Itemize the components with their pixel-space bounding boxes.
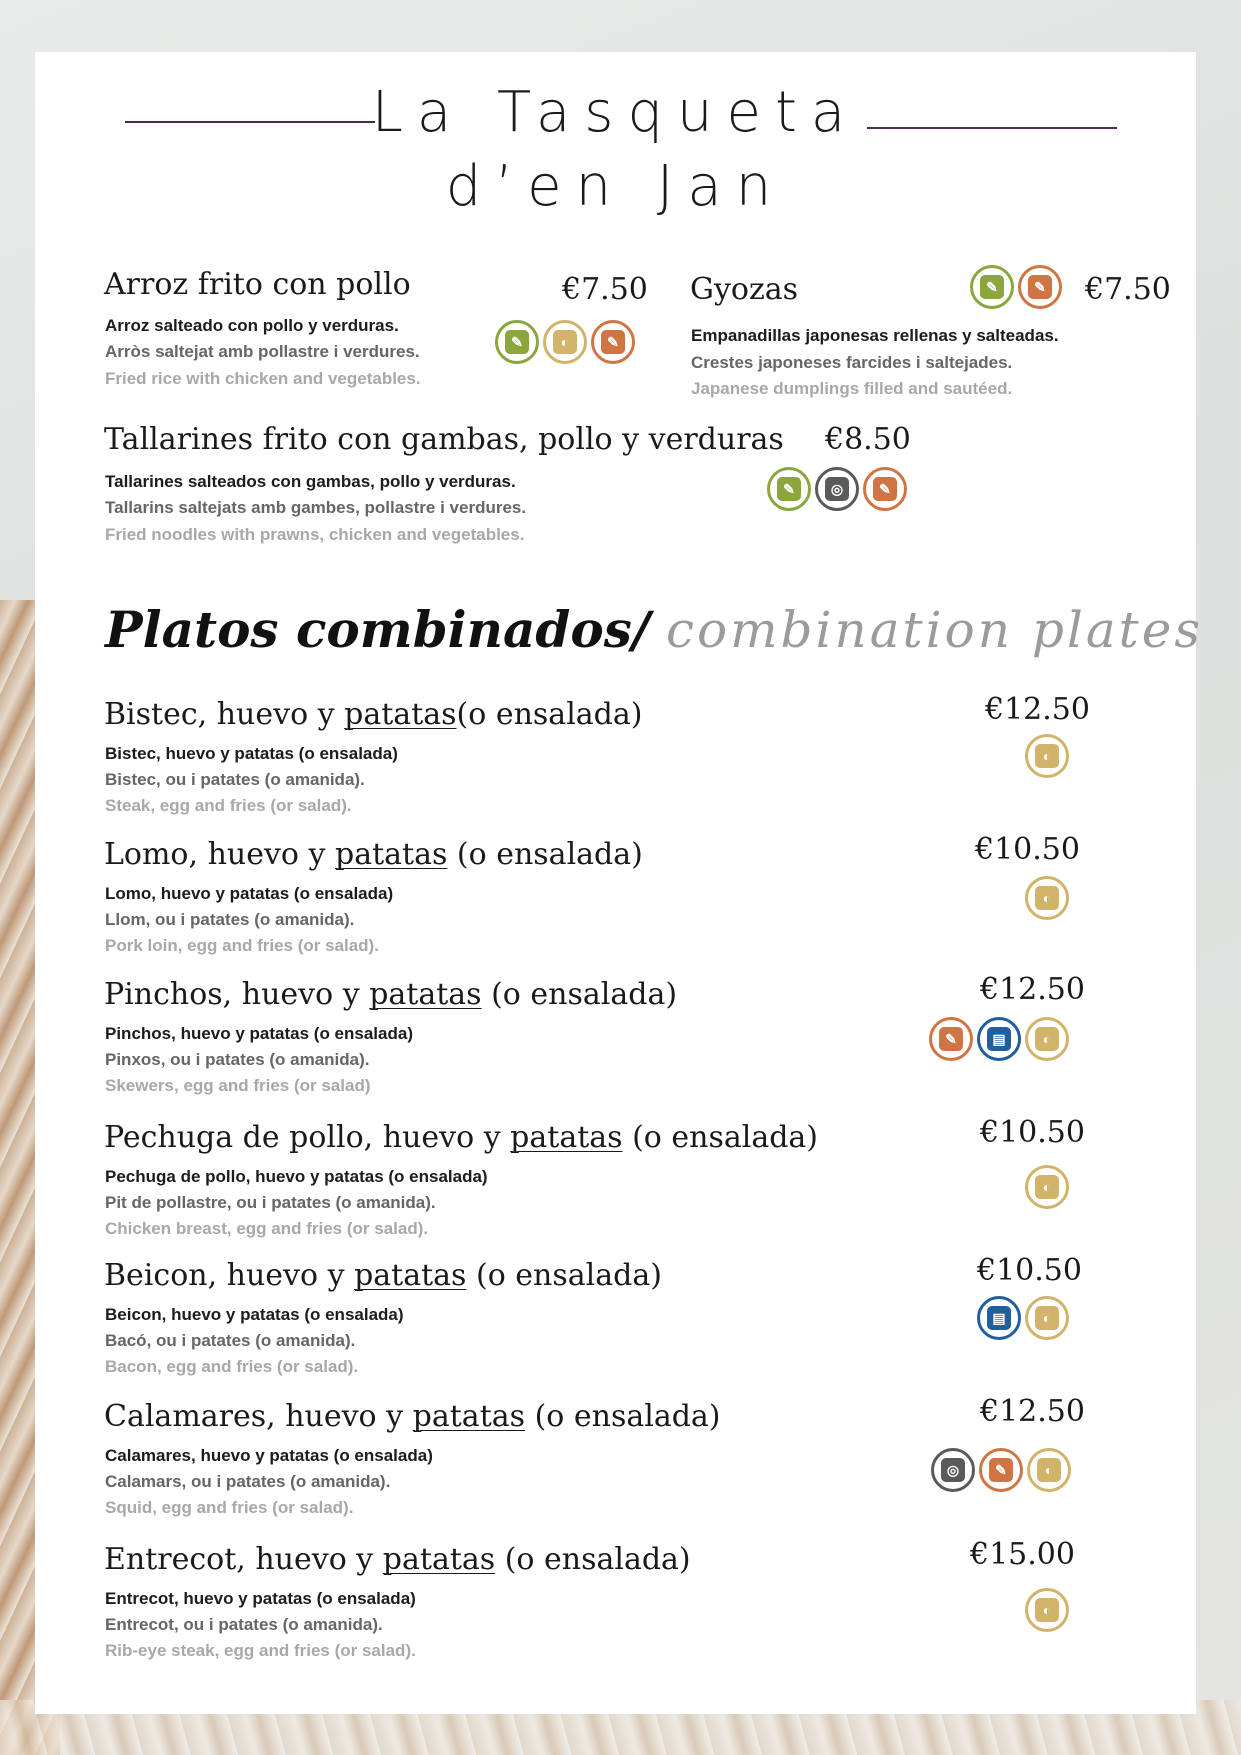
dish-desc-ca: Entrecot, ou i patates (o amanida). xyxy=(105,1615,383,1634)
egg-icon: ◐ xyxy=(543,320,587,364)
sulphite-icon: ▤ xyxy=(977,1017,1021,1061)
dish-desc-ca: Calamars, ou i patates (o amanida). xyxy=(105,1472,391,1491)
dish-desc-es: Pechuga de pollo, huevo y patatas (o ensalada) xyxy=(105,1167,488,1186)
gluten-icon: ✎ xyxy=(863,467,907,511)
dish-desc-es: Entrecot, huevo y patatas (o ensalada) xyxy=(105,1589,416,1608)
gluten-icon: ✎ xyxy=(929,1017,973,1061)
dish-name: Calamares, huevo y patatas (o ensalada) xyxy=(104,1399,721,1434)
dish-desc-es: Pinchos, huevo y patatas (o ensalada) xyxy=(105,1024,413,1043)
dish-desc-ca: Tallarins saltejats amb gambes, pollastre i verdures. xyxy=(105,498,527,517)
dish-desc-es: Tallarines salteados con gambas, pollo y verduras. xyxy=(105,472,516,491)
sulphite-icon: ▤ xyxy=(977,1296,1021,1340)
allergen-list xyxy=(977,1296,1069,1340)
dish-name: Beicon, huevo y patatas (o ensalada) xyxy=(104,1258,662,1293)
egg-icon: ◐ xyxy=(1025,1165,1069,1209)
dish-desc-en: Japanese dumplings filled and sautéed. xyxy=(691,379,1013,398)
dish-desc-en: Chicken breast, egg and fries (or salad). xyxy=(105,1219,429,1238)
dish-desc-es: Arroz salteado con pollo y verduras. xyxy=(105,316,399,335)
dish-desc-en: Steak, egg and fries (or salad). xyxy=(105,796,352,815)
allergen-list xyxy=(929,1017,1069,1061)
section-title-es: Platos combinados/ xyxy=(105,600,651,659)
allergen-list xyxy=(970,265,1062,309)
dish-name: Entrecot, huevo y patatas (o ensalada) xyxy=(104,1542,691,1577)
dish-desc-ca: Crestes japoneses farcides i saltejades. xyxy=(691,353,1013,372)
dish-price: €12.50 xyxy=(980,972,1085,1007)
mollusc-icon: ◎ xyxy=(815,467,859,511)
restaurant-title-line2: d’en Jan xyxy=(445,154,786,219)
celery-icon: ✎ xyxy=(767,467,811,511)
dish-price: €7.50 xyxy=(562,272,648,307)
mollusc-icon: ◎ xyxy=(931,1448,975,1492)
dish-name: Lomo, huevo y patatas (o ensalada) xyxy=(104,837,643,872)
menu-page xyxy=(35,52,1203,1714)
allergen-list xyxy=(1025,734,1069,778)
dish-name: Arroz frito con pollo xyxy=(104,267,411,302)
dish-desc-en: Skewers, egg and fries (or salad) xyxy=(105,1076,371,1095)
dish-desc-es: Lomo, huevo y patatas (o ensalada) xyxy=(105,884,394,903)
dish-desc-es: Beicon, huevo y patatas (o ensalada) xyxy=(105,1305,404,1324)
dish-desc-en: Fried rice with chicken and vegetables. xyxy=(105,369,421,388)
allergen-list xyxy=(931,1448,1071,1492)
dish-desc-ca: Bacó, ou i patates (o amanida). xyxy=(105,1331,356,1350)
dish-desc-ca: Bistec, ou i patates (o amanida). xyxy=(105,770,365,789)
section-title-en: combination plates xyxy=(666,601,1203,659)
dish-price: €10.50 xyxy=(975,832,1080,867)
dish-desc-en: Bacon, egg and fries (or salad). xyxy=(105,1357,359,1376)
dish-price: €12.50 xyxy=(985,692,1090,727)
dish-price: €8.50 xyxy=(825,422,911,457)
allergen-list xyxy=(1025,1165,1069,1209)
dish-name: Gyozas xyxy=(690,272,799,307)
celery-icon: ✎ xyxy=(970,265,1014,309)
allergen-list xyxy=(1025,1588,1069,1632)
gluten-icon: ✎ xyxy=(1018,265,1062,309)
egg-icon: ◐ xyxy=(1025,1017,1069,1061)
egg-icon: ◐ xyxy=(1025,1588,1069,1632)
dish-desc-es: Empanadillas japonesas rellenas y salteadas. xyxy=(691,326,1059,345)
celery-icon: ✎ xyxy=(495,320,539,364)
dish-desc-es: Calamares, huevo y patatas (o ensalada) xyxy=(105,1446,433,1465)
dish-desc-ca: Pit de pollastre, ou i patates (o amanida). xyxy=(105,1193,436,1212)
egg-icon: ◐ xyxy=(1025,876,1069,920)
section-title xyxy=(105,600,1203,659)
dish-desc-ca: Llom, ou i patates (o amanida). xyxy=(105,910,355,929)
allergen-list xyxy=(767,467,907,511)
dish-price: €10.50 xyxy=(980,1115,1085,1150)
dish-name: Pinchos, huevo y patatas (o ensalada) xyxy=(104,977,678,1012)
dish-price: €10.50 xyxy=(977,1253,1082,1288)
dish-name: Pechuga de pollo, huevo y patatas (o ensalada) xyxy=(104,1120,819,1155)
gluten-icon: ✎ xyxy=(591,320,635,364)
dish-desc-en: Pork loin, egg and fries (or salad). xyxy=(105,936,379,955)
gluten-icon: ✎ xyxy=(979,1448,1023,1492)
dish-desc-es: Bistec, huevo y patatas (o ensalada) xyxy=(105,744,398,763)
allergen-list xyxy=(1025,876,1069,920)
egg-icon: ◐ xyxy=(1025,734,1069,778)
dish-price: €12.50 xyxy=(980,1394,1085,1429)
dish-name: Bistec, huevo y patatas(o ensalada) xyxy=(104,697,643,732)
egg-icon: ◐ xyxy=(1025,1296,1069,1340)
dish-desc-ca: Arròs saltejat amb pollastre i verdures. xyxy=(105,342,420,361)
dish-name: Tallarines frito con gambas, pollo y verduras xyxy=(104,422,784,457)
dish-desc-en: Squid, egg and fries (or salad). xyxy=(105,1498,354,1517)
dish-price: €7.50 xyxy=(1085,272,1171,307)
egg-icon: ◐ xyxy=(1027,1448,1071,1492)
dish-desc-en: Fried noodles with prawns, chicken and vegetables. xyxy=(105,525,525,544)
dish-price: €15.00 xyxy=(970,1537,1075,1572)
restaurant-title-line1: La Tasqueta xyxy=(371,80,860,145)
dish-desc-ca: Pinxos, ou i patates (o amanida). xyxy=(105,1050,370,1069)
allergen-list xyxy=(495,320,635,364)
dish-desc-en: Rib-eye steak, egg and fries (or salad). xyxy=(105,1641,416,1660)
